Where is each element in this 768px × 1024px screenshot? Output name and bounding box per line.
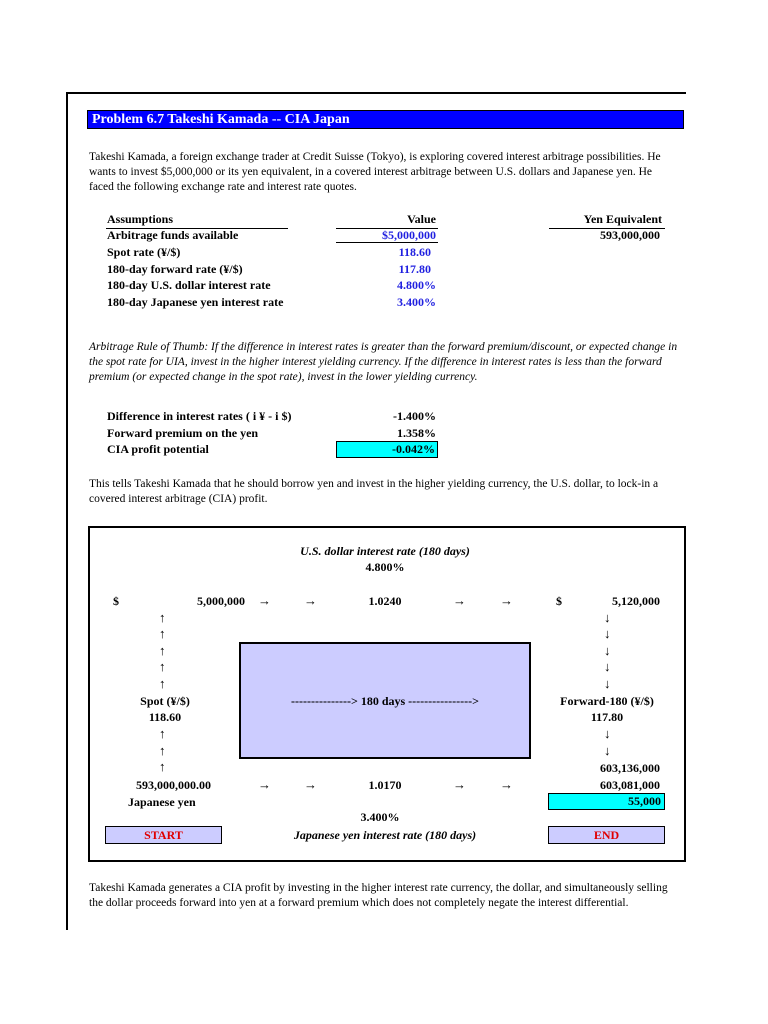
spot-label: Spot (¥/$)	[140, 694, 190, 708]
arrow-up-icon: ↑	[159, 659, 166, 674]
arrow-right-icon: →	[258, 593, 271, 608]
rule-of-thumb: Arbitrage Rule of Thumb: If the difference in interest rates is greater than the forward premium/discount, or expected change in the spot rate for UIA, invest in the higher interest yielding currency. If the difference in interest rates is less than the forward premium (or expected change in the spot rate), invest in the lower yielding currency.	[89, 341, 678, 383]
arrow-right-icon: →	[453, 777, 466, 792]
calc-value: 1.358%	[397, 426, 436, 440]
assumption-value: 117.80	[398, 262, 431, 276]
forward-value: 117.80	[590, 710, 624, 724]
arrow-up-icon: ↑	[159, 610, 166, 625]
usd-end: 5,120,000	[612, 594, 660, 608]
calc-label: Forward premium on the yen	[107, 426, 259, 440]
yen-converted: 603,136,000	[600, 761, 660, 775]
arrow-down-icon: ↓	[604, 743, 611, 758]
usd-factor: 1.0240	[368, 594, 402, 608]
arrow-up-icon: ↑	[159, 726, 166, 741]
yen-start: 593,000,000.00	[136, 778, 211, 792]
calc-label: Difference in interest rates ( i ¥ - i $)	[107, 409, 292, 423]
arrow-up-icon: ↑	[159, 626, 166, 641]
value-row-border	[336, 242, 438, 243]
arrow-right-icon: →	[453, 593, 466, 608]
yen-equivalent-header: Yen Equivalent	[583, 212, 662, 226]
assumption-label: Arbitrage funds available	[107, 228, 239, 242]
arrow-right-icon: →	[258, 777, 271, 792]
page-title: Problem 6.7 Takeshi Kamada -- CIA Japan	[92, 112, 350, 127]
profit-cell	[548, 793, 665, 810]
arrow-right-icon: →	[500, 593, 513, 608]
conclusion-paragraph: This tells Takeshi Kamada that he should borrow yen and invest in the higher yielding currency, the U.S. dollar, to lock-in a covered interest arbitrage (CIA) profit.	[89, 478, 659, 505]
assumption-yen: 593,000,000	[600, 228, 660, 242]
arrow-down-icon: ↓	[604, 626, 611, 641]
assumption-value: 3.400%	[397, 295, 436, 309]
arrow-right-icon: →	[500, 777, 513, 792]
arrow-right-icon: →	[304, 593, 317, 608]
assumptions-header: Assumptions	[107, 212, 174, 226]
arrow-up-icon: ↑	[159, 759, 166, 774]
sheet-left-border	[66, 92, 68, 930]
arrow-up-icon: ↑	[159, 643, 166, 658]
start-marker	[105, 826, 222, 844]
cia-profit-value: -0.042%	[392, 442, 435, 456]
assumption-label: 180-day U.S. dollar interest rate	[107, 278, 271, 292]
arrow-right-icon: →	[304, 777, 317, 792]
arrow-up-icon: ↑	[159, 743, 166, 758]
cia-profit-cell	[336, 441, 438, 458]
start-label: START	[144, 828, 183, 842]
usd-symbol-right: $	[556, 594, 562, 608]
profit-value: 55,000	[628, 794, 661, 808]
usd-rate: 4.800%	[365, 560, 405, 574]
yen-label: Japanese yen	[128, 795, 196, 809]
assumption-label: 180-day Japanese yen interest rate	[107, 295, 284, 309]
assumption-value: $5,000,000	[382, 228, 436, 242]
arrow-up-icon: ↑	[159, 676, 166, 691]
spot-value: 118.60	[148, 710, 182, 724]
closing-paragraph: Takeshi Kamada generates a CIA profit by investing in the higher interest rate currency, the dollar, and simultaneously selling the dollar proceeds forward into yen at a forward premium which does not completely negate the interest differential.	[89, 882, 668, 909]
assumption-value: 118.60	[398, 245, 431, 259]
calc-label: CIA profit potential	[107, 442, 209, 456]
intro-paragraph: Takeshi Kamada, a foreign exchange trader at Credit Suisse (Tokyo), is exploring covered interest arbitrage possibilities. He wants to invest $5,000,000 or its yen equivalent, in a covered interest arbitrage between U.S. dollars and Japanese yen. He faced the following exchange rate and interest rate quotes.	[89, 151, 661, 193]
arrow-down-icon: ↓	[604, 726, 611, 741]
yen-rate-title: Japanese yen interest rate (180 days)	[293, 828, 477, 842]
assumption-value: 4.800%	[397, 278, 436, 292]
assumption-label: 180-day forward rate (¥/$)	[107, 262, 243, 276]
end-marker	[548, 826, 665, 844]
sheet-top-border	[66, 92, 686, 94]
arrow-down-icon: ↓	[604, 676, 611, 691]
forward-label: Forward-180 (¥/$)	[560, 694, 654, 708]
arrow-down-icon: ↓	[604, 659, 611, 674]
end-label: END	[593, 828, 620, 842]
yen-rate: 3.400%	[360, 810, 400, 824]
title-bar	[87, 110, 684, 129]
calc-value: -1.400%	[393, 409, 436, 423]
arrow-down-icon: ↓	[604, 643, 611, 658]
arrow-down-icon: ↓	[604, 610, 611, 625]
days-label: ---------------> 180 days ---------------->	[291, 694, 479, 708]
usd-start: 5,000,000	[197, 594, 245, 608]
usd-symbol-left: $	[113, 594, 119, 608]
value-header: Value	[407, 212, 436, 226]
assumption-label: Spot rate (¥/$)	[107, 245, 181, 259]
usd-rate-title: U.S. dollar interest rate (180 days)	[300, 544, 470, 558]
yen-end: 603,081,000	[600, 778, 660, 792]
yen-factor: 1.0170	[368, 778, 402, 792]
